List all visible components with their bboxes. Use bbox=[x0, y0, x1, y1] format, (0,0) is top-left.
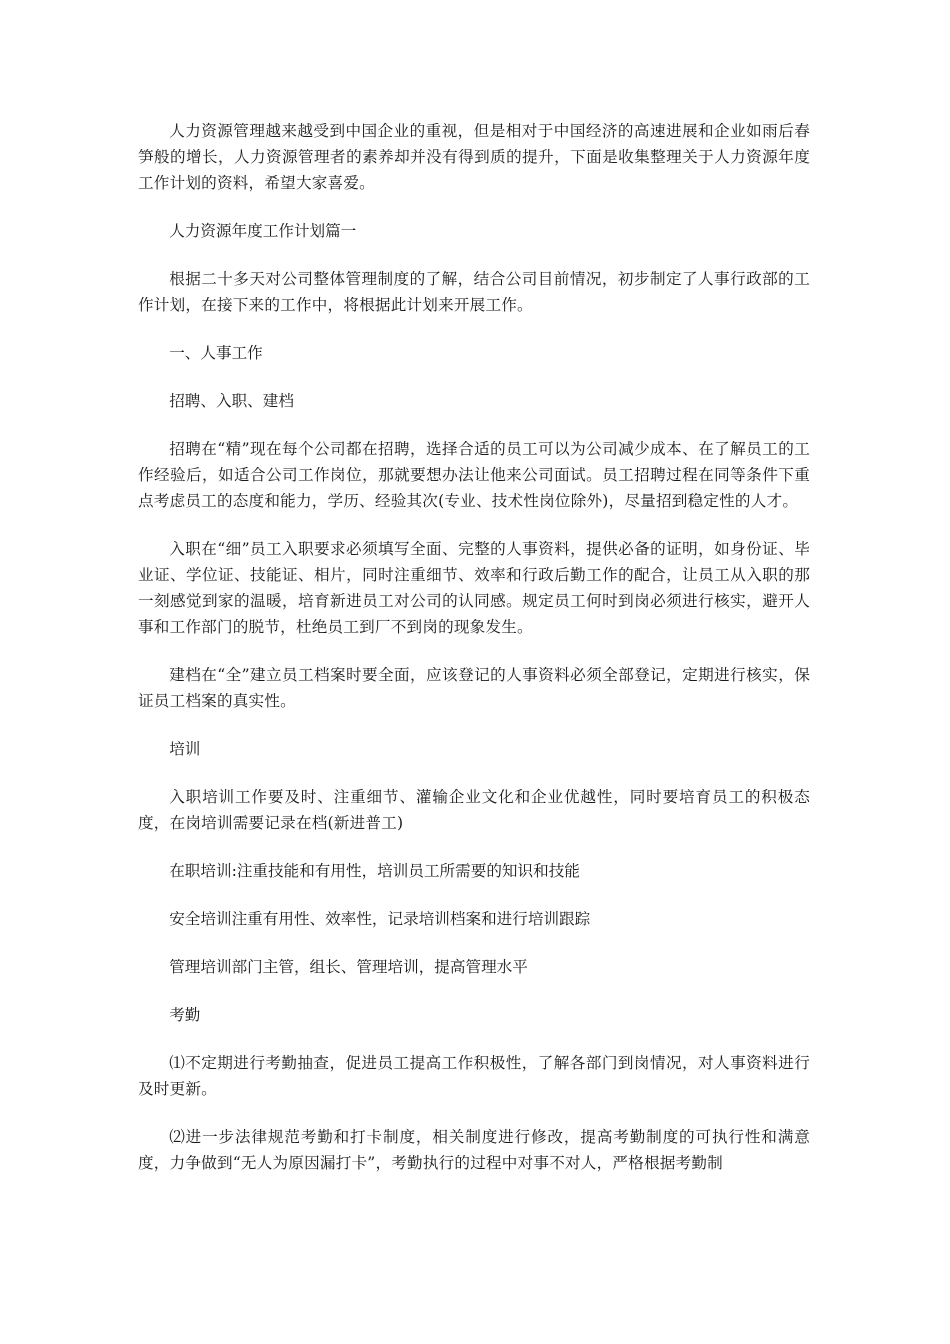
recruitment-paragraph: 招聘在“精”现在每个公司都在招聘，选择合适的员工可以为公司减少成本、在了解员工的工作经验后，如适合公司工作岗位，那就要想办法让他来公司面试。员工招聘过程在同等条件下重点考虑员工的态度和能力，学历、经验其次(专业、技术性岗位除外)，尽量招到稳定性的人才。 bbox=[138, 440, 810, 510]
attendance-item-1: ⑴不定期进行考勤抽查，促进员工提高工作积极性，了解各部门到岗情况，对人事资料进行及时更新。 bbox=[138, 1054, 810, 1098]
subheading-recruitment: 招聘、入职、建档 bbox=[169, 392, 294, 410]
intro-paragraph: 人力资源管理越来越受到中国企业的重视，但是相对于中国经济的高速进展和企业如雨后春笋般的增长，人力资源管理者的素养却并没有得到质的提升，下面是收集整理关于人力资源年度工作计划的资料，希望大家喜爱。 bbox=[138, 122, 810, 192]
management-training-line: 管理培训部门主管，组长、管理培训，提高管理水平 bbox=[169, 958, 528, 976]
document-page bbox=[138, 118, 810, 1198]
safety-training-line: 安全培训注重有用性、效率性，记录培训档案和进行培训跟踪 bbox=[169, 910, 591, 928]
onboarding-paragraph: 入职在“细”员工入职要求必须填写全面、完整的人事资料，提供必备的证明，如身份证、毕业证、学位证、技能证、相片，同时注重细节、效率和行政后勤工作的配合，让员工从入职的那一刻感觉到家的温暖，培育新进员工对公司的认同感。规定员工何时到岗必须进行核实，避开人事和工作部门的脱节，杜绝员工到厂不到岗的现象发生。 bbox=[138, 540, 810, 636]
subheading-training: 培训 bbox=[169, 740, 201, 758]
induction-training-paragraph: 入职培训工作要及时、注重细节、灌输企业文化和企业优越性，同时要培育员工的积极态度，在岗培训需要记录在档(新进普工) bbox=[138, 788, 810, 832]
archiving-paragraph: 建档在“全”建立员工档案时要全面，应该登记的人事资料必须全部登记，定期进行核实，保证员工档案的真实性。 bbox=[138, 666, 810, 710]
attendance-item-2: ⑵进一步法律规范考勤和打卡制度，相关制度进行修改，提高考勤制度的可执行性和满意度，力争做到“无人为原因漏打卡”，考勤执行的过程中对事不对人，严格根据考勤制 bbox=[138, 1128, 810, 1172]
overview-paragraph: 根据二十多天对公司整体管理制度的了解，结合公司目前情况，初步制定了人事行政部的工作计划，在接下来的工作中，将根据此计划来开展工作。 bbox=[138, 270, 810, 314]
section-title: 人力资源年度工作计划篇一 bbox=[169, 222, 357, 240]
heading-personnel: 一、人事工作 bbox=[169, 344, 263, 362]
subheading-attendance: 考勤 bbox=[169, 1006, 201, 1024]
in-service-training-line: 在职培训:注重技能和有用性，培训员工所需要的知识和技能 bbox=[169, 862, 580, 880]
